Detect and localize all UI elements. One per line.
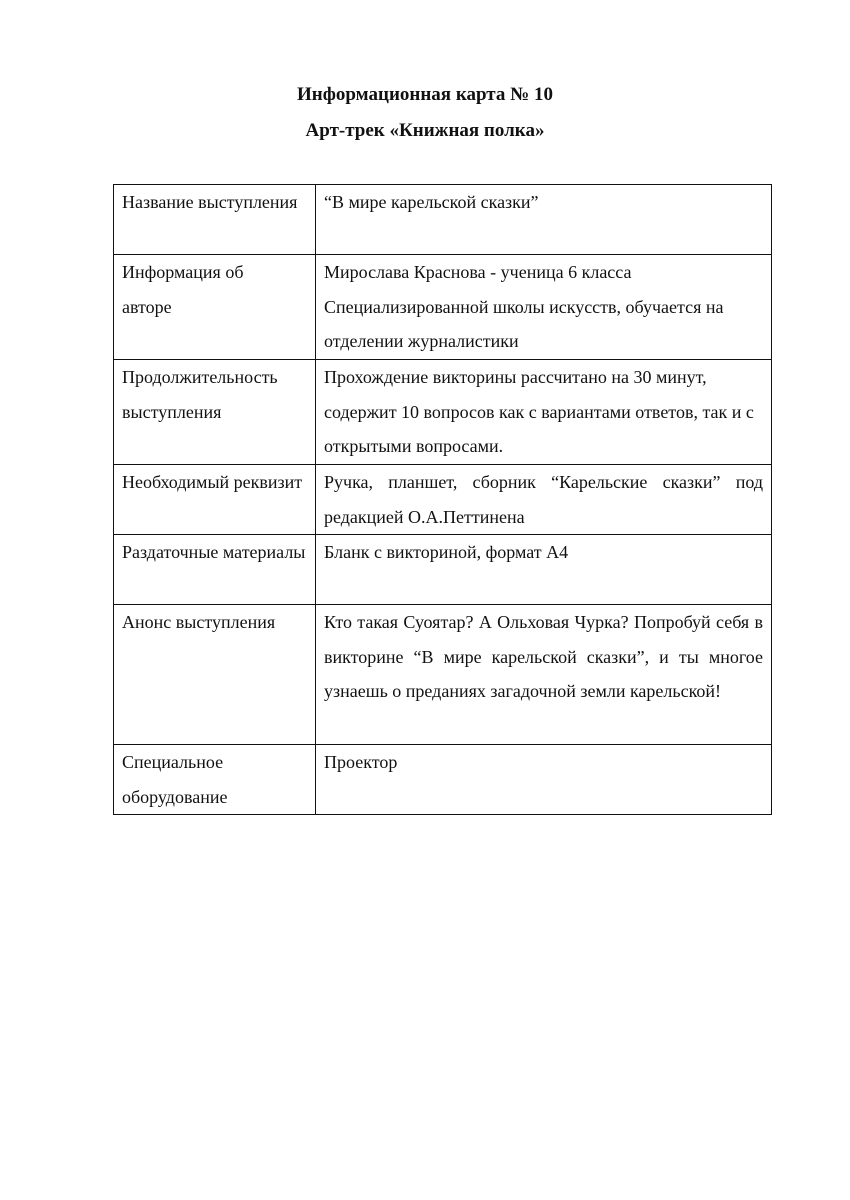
document-title: Информационная карта № 10 xyxy=(297,84,553,105)
row-label: Специальное оборудование xyxy=(114,745,316,815)
row-label: Раздаточные материалы xyxy=(114,535,316,605)
table-row-announcement xyxy=(114,605,772,745)
table-row-performance-name xyxy=(114,185,772,255)
row-value: Мирослава Краснова - ученица 6 класса Специализированной школы искусств, обучается на отделении журналистики xyxy=(316,255,772,360)
table-row-handouts xyxy=(114,535,772,605)
row-label: Информация об авторе xyxy=(114,255,316,360)
row-value: Бланк с викториной, формат А4 xyxy=(316,535,772,605)
row-value: Кто такая Суоятар? А Ольховая Чурка? Попробуй себя в викторине “В мире карельской сказки”, и ты многое узнаешь о преданиях загадочной земли карельской! xyxy=(316,605,772,745)
row-value: “В мире карельской сказки” xyxy=(316,185,772,255)
row-label: Продолжительность выступления xyxy=(114,360,316,465)
row-value: Прохождение викторины рассчитано на 30 минут, содержит 10 вопросов как с вариантами ответов, так и с открытыми вопросами. xyxy=(316,360,772,465)
row-label: Необходимый реквизит xyxy=(114,465,316,535)
table-row-duration xyxy=(114,360,772,465)
row-value: Проектор xyxy=(316,745,772,815)
table-row-equipment xyxy=(114,745,772,815)
document-subtitle: Арт-трек «Книжная полка» xyxy=(305,120,545,141)
table-row-author-info xyxy=(114,255,772,360)
row-value: Ручка, планшет, сборник “Карельские сказки” под редакцией О.А.Петтинена xyxy=(316,465,772,535)
table-row-props xyxy=(114,465,772,535)
row-label: Анонс выступления xyxy=(114,605,316,745)
info-card-table xyxy=(113,184,772,815)
row-label: Название выступления xyxy=(114,185,316,255)
